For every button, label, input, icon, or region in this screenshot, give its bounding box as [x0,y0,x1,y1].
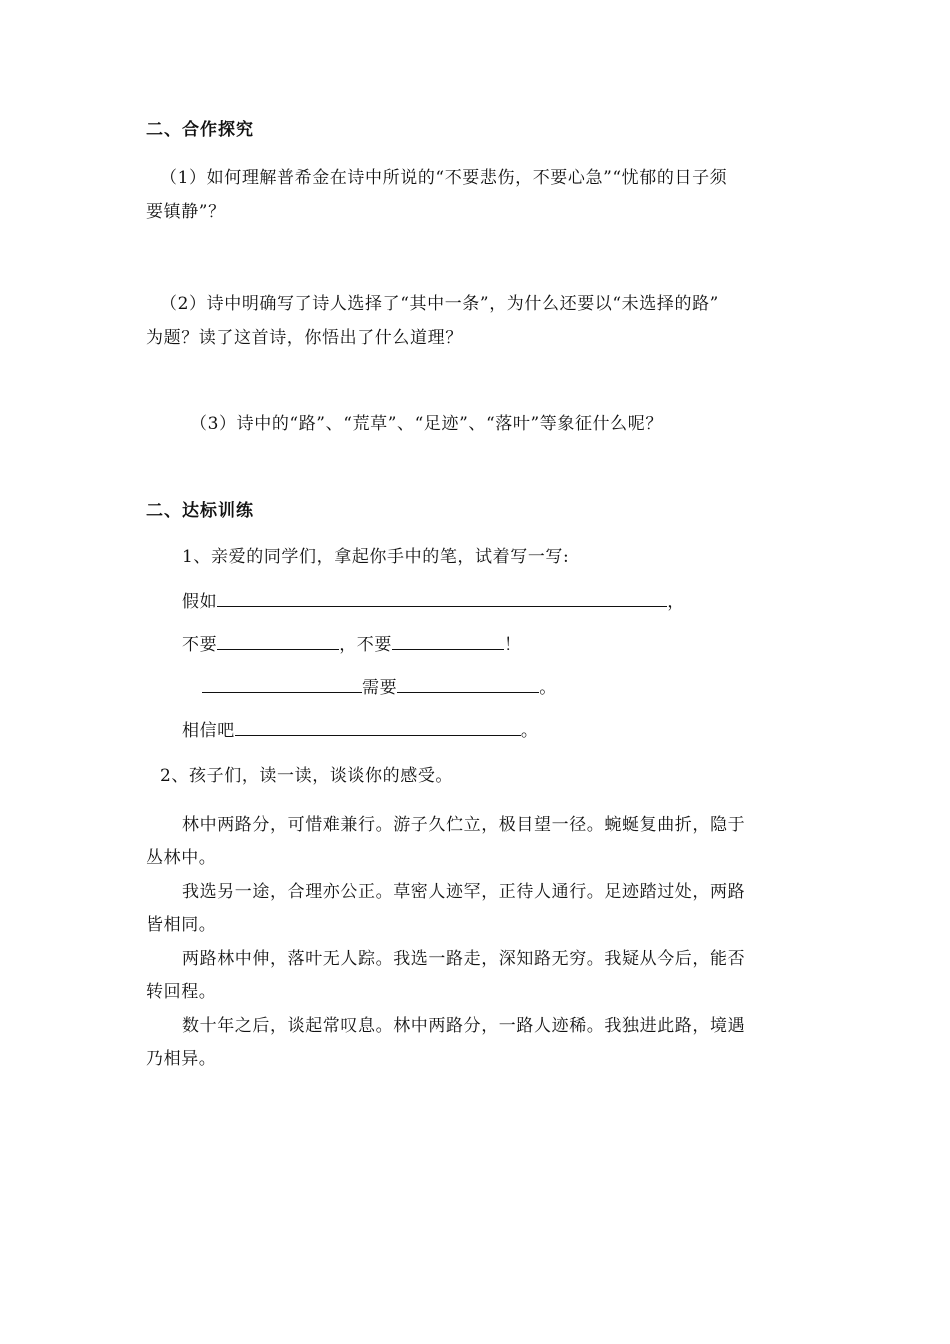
poem-stanza-3-line-2: 转回程。 [146,982,217,1002]
fill-comma: ， [667,592,685,612]
task-1-instruction: 1、亲爱的同学们，拿起你手中的笔，试着写一写: [182,547,570,567]
fill-label-xuyao: 需要 [362,678,398,698]
task-2-instruction: 2、孩子们，读一读，谈谈你的感受。 [160,766,454,786]
fill-line-xuyao [202,674,557,700]
fill-label-buyao-2: ，不要 [339,635,393,655]
poem-stanza-1-line-2: 丛林中。 [146,848,217,868]
fill-blank-after-xuyao[interactable] [397,674,539,693]
question-2-line-1: （2）诗中明确写了诗人选择了“其中一条”，为什么还要以“未选择的路” [160,294,719,314]
poem-stanza-2-line-2: 皆相同。 [146,915,217,935]
fill-line-xiangxinba [182,717,538,743]
fill-label-xiangxinba: 相信吧 [182,721,235,741]
question-3: （3）诗中的“路”、“荒草”、“足迹”、“落叶”等象征什么呢？ [190,414,663,434]
question-1-line-1: （1）如何理解普希金在诗中所说的“不要悲伤，不要心急”“忧郁的日子须 [160,168,728,188]
fill-blank-before-xuyao[interactable] [202,674,362,693]
fill-period-2: 。 [520,721,539,741]
section-heading-practice: 二、达标训练 [146,501,254,521]
fill-blank-buyao-2[interactable] [392,631,504,650]
poem-stanza-4-line-2: 乃相异。 [146,1049,217,1069]
fill-label-buyao-1: 不要 [182,635,218,655]
fill-blank-xiangxinba[interactable] [235,717,521,736]
question-1-line-2: 要镇静”？ [146,202,226,222]
fill-exclamation: ！ [504,635,522,655]
fill-line-jiaru [182,588,685,614]
poem-stanza-4-line-1: 数十年之后，谈起常叹息。林中两路分，一路人迹稀。我独进此路，境遇 [182,1016,746,1036]
fill-label-jiaru: 假如 [182,592,218,612]
poem-stanza-3-line-1: 两路林中伸，落叶无人踪。我选一路走，深知路无穷。我疑从今后，能否 [182,949,746,969]
question-2-line-2: 为题？读了这首诗，你悟出了什么道理？ [146,328,463,348]
fill-line-buyao [182,631,522,657]
poem-stanza-1-line-1: 林中两路分，可惜难兼行。游子久伫立，极目望一径。蜿蜒复曲折，隐于 [182,815,746,835]
fill-blank-jiaru[interactable] [217,588,667,607]
section-heading-cooperative-inquiry: 二、合作探究 [146,120,254,140]
poem-stanza-2-line-1: 我选另一途，合理亦公正。草密人迹罕，正待人通行。足迹踏过处，两路 [182,882,746,902]
fill-blank-buyao-1[interactable] [217,631,339,650]
fill-period: 。 [539,678,557,698]
